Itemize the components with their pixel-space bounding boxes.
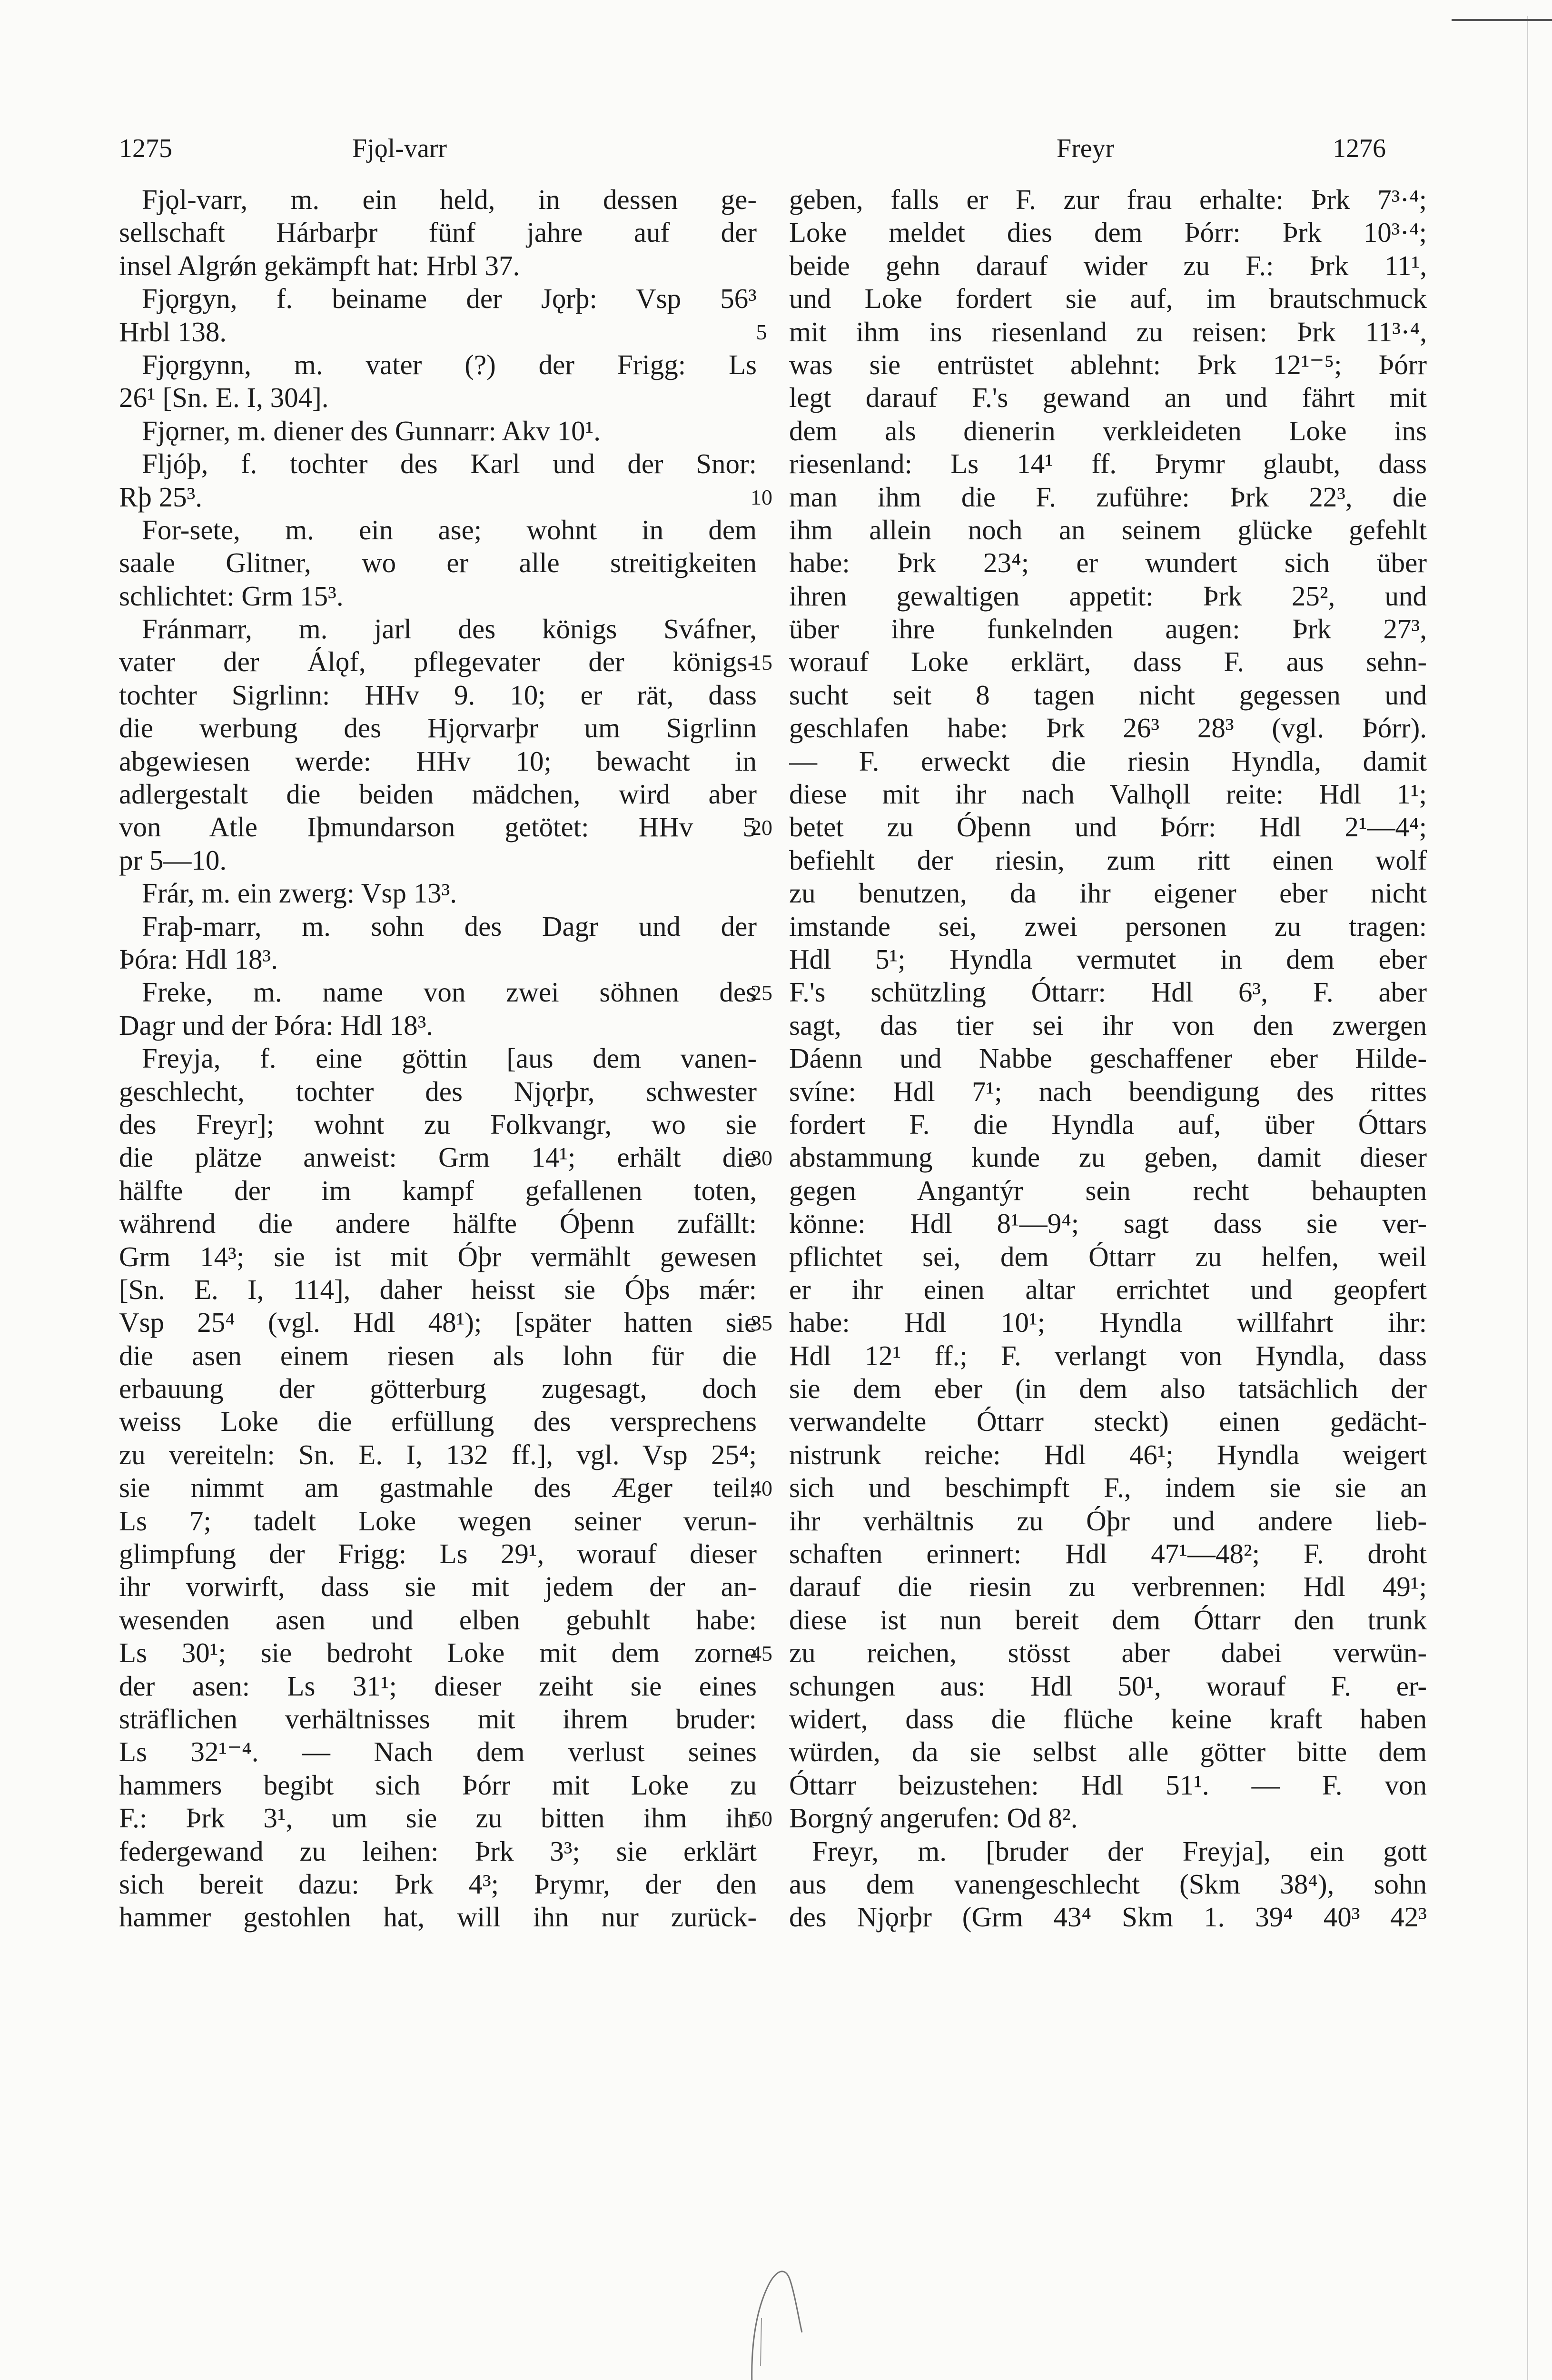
- text-line: sellschaft Hárbarþr fünf jahre auf der: [119, 217, 757, 248]
- text-line: und Loke fordert sie auf, im brautschmuck: [789, 283, 1427, 315]
- text-line: Loke meldet dies dem Þórr: Þrk 10³·⁴;: [789, 217, 1427, 248]
- text-line: man ihm die F. zuführe: Þrk 22³, die: [789, 481, 1427, 513]
- line-number: 35: [751, 1310, 772, 1335]
- text-line: tochter Sigrlinn: HHv 9. 10; er rät, dass: [119, 679, 757, 711]
- text-line: Rþ 25³.: [119, 481, 203, 513]
- text-line: diese mit ihr nach Valhǫll reite: Hdl 1¹;: [789, 778, 1427, 810]
- text-line: Freyr, m. [bruder der Freyja], ein gott: [812, 1835, 1427, 1867]
- text-line: mit ihm ins riesenland zu reisen: Þrk 11³·⁴,: [789, 316, 1427, 347]
- text-line: glimpfung der Frigg: Ls 29¹, worauf dieser: [119, 1538, 757, 1570]
- text-line: sich und beschimpft F., indem sie sie an: [789, 1472, 1427, 1504]
- text-line: betet zu Óþenn und Þórr: Hdl 2¹—4⁴;: [789, 811, 1427, 843]
- text-line: Frár, m. ein zwerg: Vsp 13³.: [142, 877, 457, 909]
- text-line: zu reichen, stösst aber dabei verwün-: [789, 1637, 1427, 1669]
- text-line: insel Algrǿn gekämpft hat: Hrbl 37.: [119, 249, 520, 281]
- text-line: Fraþ-marr, m. sohn des Dagr und der: [142, 910, 757, 942]
- text-line: hammers begibt sich Þórr mit Loke zu: [119, 1769, 757, 1801]
- pencil-mark: [742, 2247, 814, 2380]
- text-line: saale Glitner, wo er alle streitigkeiten: [119, 547, 757, 579]
- text-line: riesenland: Ls 14¹ ff. Þrymr glaubt, dass: [789, 448, 1427, 480]
- text-line: Óttarr beizustehen: Hdl 51¹. — F. von: [789, 1769, 1427, 1801]
- text-line: imstande sei, zwei personen zu tragen:: [789, 910, 1427, 942]
- text-line: Freke, m. name von zwei söhnen des: [142, 976, 757, 1008]
- text-line: wesenden asen und elben gebuhlt habe:: [119, 1604, 757, 1636]
- text-line: fordert F. die Hyndla auf, über Óttars: [789, 1108, 1427, 1140]
- text-line: von Atle Iþmundarson getötet: HHv 5: [119, 811, 757, 843]
- text-line: gegen Angantýr sein recht behaupten: [789, 1174, 1427, 1206]
- line-number: 10: [751, 485, 772, 509]
- text-line: weiss Loke die erfüllung des versprechens: [119, 1406, 757, 1438]
- text-line: diese ist nun bereit dem Óttarr den trunk: [789, 1604, 1427, 1636]
- text-line: habe: Þrk 23⁴; er wundert sich über: [789, 547, 1427, 579]
- running-head-right: Freyr: [1057, 134, 1115, 163]
- text-line: schlichtet: Grm 15³.: [119, 580, 344, 612]
- text-line: geschlecht, tochter des Njǫrþr, schwester: [119, 1075, 757, 1107]
- text-line: ihr vorwirft, dass sie mit jedem der an-: [119, 1571, 757, 1603]
- text-line: Hrbl 138.: [119, 316, 227, 347]
- line-number: 20: [751, 815, 772, 840]
- text-line: Fjǫl-varr, m. ein held, in dessen ge-: [142, 184, 757, 215]
- text-line: 26¹ [Sn. E. I, 304].: [119, 382, 329, 414]
- scan-edge-line: [1527, 16, 1528, 2380]
- text-line: sie dem eber (in dem also tatsächlich der: [789, 1373, 1427, 1405]
- text-line: Fjǫrner, m. diener des Gunnarr: Akv 10¹.: [142, 415, 601, 446]
- text-line: Borgný angerufen: Od 8².: [789, 1802, 1078, 1834]
- text-line: aus dem vanengeschlecht (Skm 38⁴), sohn: [789, 1868, 1427, 1900]
- text-line: federgewand zu leihen: Þrk 3³; sie erklärt: [119, 1835, 757, 1867]
- text-line: Ls 30¹; sie bedroht Loke mit dem zorne: [119, 1637, 757, 1669]
- text-line: zu vereiteln: Sn. E. I, 132 ff.], vgl. Vsp 25⁴;: [119, 1438, 757, 1470]
- line-number: 25: [751, 980, 772, 1005]
- text-line: was sie entrüstet ablehnt: Þrk 12¹⁻⁵; Þórr: [789, 348, 1427, 380]
- text-line: ihr verhältnis zu Óþr und andere lieb-: [789, 1505, 1427, 1537]
- text-line: Ls 32¹⁻⁴. — Nach dem verlust seines: [119, 1736, 757, 1768]
- text-line: schungen aus: Hdl 50¹, worauf F. er-: [789, 1670, 1427, 1702]
- text-line: Fljóþ, f. tochter des Karl und der Snor:: [142, 448, 757, 480]
- text-line: abstammung kunde zu geben, damit dieser: [789, 1141, 1427, 1173]
- text-line: des Freyr]; wohnt zu Folkvangr, wo sie: [119, 1108, 757, 1140]
- text-line: — F. erweckt die riesin Hyndla, damit: [789, 745, 1427, 777]
- text-line: nistrunk reiche: Hdl 46¹; Hyndla weigert: [789, 1438, 1427, 1470]
- text-line: der asen: Ls 31¹; dieser zeiht sie eines: [119, 1670, 757, 1702]
- text-line: Dáenn und Nabbe geschaffener eber Hilde-: [789, 1042, 1427, 1074]
- text-line: über ihre funkelnden augen: Þrk 27³,: [789, 613, 1427, 645]
- text-line: Grm 14³; sie ist mit Óþr vermählt gewesen: [119, 1240, 757, 1272]
- text-line: pr 5—10.: [119, 844, 227, 876]
- line-number: 40: [751, 1476, 772, 1500]
- text-line: [Sn. E. I, 114], daher heisst sie Óþs mǽr:: [119, 1273, 757, 1305]
- text-line: Freyja, f. eine göttin [aus dem vanen-: [142, 1042, 757, 1074]
- right-column: [789, 183, 1427, 1934]
- page-number-right: 1276: [1333, 134, 1386, 163]
- text-line: vater der Álǫf, pflegevater der königs-: [119, 646, 757, 678]
- line-number: 45: [751, 1641, 772, 1666]
- text-line: geben, falls er F. zur frau erhalte: Þrk 7³·⁴;: [789, 184, 1427, 215]
- text-line: adlergestalt die beiden mädchen, wird aber: [119, 778, 757, 810]
- scan-top-rule: [1452, 19, 1552, 21]
- text-line: schaften erinnert: Hdl 47¹—48²; F. droht: [789, 1538, 1427, 1570]
- text-line: F.: Þrk 3¹, um sie zu bitten ihm ihr: [119, 1802, 757, 1834]
- text-line: Hdl 12¹ ff.; F. verlangt von Hyndla, dass: [789, 1339, 1427, 1371]
- text-line: des Njǫrþr (Grm 43⁴ Skm 1. 39⁴ 40³ 42³: [789, 1901, 1427, 1933]
- text-line: pflichtet sei, dem Óttarr zu helfen, weil: [789, 1240, 1427, 1272]
- text-line: Ls 7; tadelt Loke wegen seiner verun-: [119, 1505, 757, 1537]
- text-line: die werbung des Hjǫrvarþr um Sigrlinn: [119, 712, 757, 744]
- text-line: F.'s schützling Óttarr: Hdl 6³, F. aber: [789, 976, 1427, 1008]
- text-line: erbauung der götterburg zugesagt, doch: [119, 1373, 757, 1405]
- text-line: sucht seit 8 tagen nicht gegessen und: [789, 679, 1427, 711]
- text-line: sie nimmt am gastmahle des Æger teil:: [119, 1472, 757, 1504]
- text-line: ihren gewaltigen appetit: Þrk 25², und: [789, 580, 1427, 612]
- text-line: würden, da sie selbst alle götter bitte dem: [789, 1736, 1427, 1768]
- text-line: For-sete, m. ein ase; wohnt in dem: [142, 514, 757, 545]
- text-line: sagt, das tier sei ihr von den zwergen: [789, 1009, 1427, 1041]
- text-line: zu benutzen, da ihr eigener eber nicht: [789, 877, 1427, 909]
- text-line: sich bereit dazu: Þrk 4³; Þrymr, der den: [119, 1868, 757, 1900]
- text-line: abgewiesen werde: HHv 10; bewacht in: [119, 745, 757, 777]
- text-line: Hdl 5¹; Hyndla vermutet in dem eber: [789, 943, 1427, 975]
- text-line: widert, dass die flüche keine kraft haben: [789, 1703, 1427, 1735]
- left-column: [119, 183, 757, 1934]
- text-line: die asen einem riesen als lohn für die: [119, 1339, 757, 1371]
- text-line: Fjǫrgynn, m. vater (?) der Frigg: Ls: [142, 348, 757, 380]
- text-line: legt darauf F.'s gewand an und fährt mit: [789, 382, 1427, 414]
- text-line: darauf die riesin zu verbrennen: Hdl 49¹;: [789, 1571, 1427, 1603]
- text-line: dem als dienerin verkleideten Loke ins: [789, 415, 1427, 446]
- text-line: Fjǫrgyn, f. beiname der Jǫrþ: Vsp 56³: [142, 283, 757, 315]
- line-number: 30: [751, 1145, 772, 1170]
- text-line: Vsp 25⁴ (vgl. Hdl 48¹); [später hatten sie: [119, 1307, 757, 1339]
- text-line: Fránmarr, m. jarl des königs Sváfner,: [142, 613, 757, 645]
- text-line: verwandelte Óttarr steckt) einen gedächt-: [789, 1406, 1427, 1438]
- text-line: Dagr und der Þóra: Hdl 18³.: [119, 1009, 434, 1041]
- text-line: svíne: Hdl 7¹; nach beendigung des rittes: [789, 1075, 1427, 1107]
- text-line: ihm allein noch an seinem glücke gefehlt: [789, 514, 1427, 545]
- text-line: geschlafen habe: Þrk 26³ 28³ (vgl. Þórr).: [789, 712, 1427, 744]
- text-line: sträflichen verhältnisses mit ihrem bruder:: [119, 1703, 757, 1735]
- line-number: 50: [751, 1806, 772, 1831]
- text-line: beide gehn darauf wider zu F.: Þrk 11¹,: [789, 249, 1427, 281]
- text-line: befiehlt der riesin, zum ritt einen wolf: [789, 844, 1427, 876]
- text-line: könne: Hdl 8¹—9⁴; sagt dass sie ver-: [789, 1208, 1427, 1240]
- text-line: die plätze anweist: Grm 14¹; erhält die: [119, 1141, 757, 1173]
- text-line: hälfte der im kampf gefallenen toten,: [119, 1174, 757, 1206]
- text-line: Þóra: Hdl 18³.: [119, 943, 278, 975]
- text-line: hammer gestohlen hat, will ihn nur zurück-: [119, 1901, 757, 1933]
- text-line: worauf Loke erklärt, dass F. aus sehn-: [789, 646, 1427, 678]
- line-number: 5: [756, 319, 767, 344]
- page-number-left: 1275: [119, 134, 172, 163]
- text-line: er ihr einen altar errichtet und geopfert: [789, 1273, 1427, 1305]
- running-head-left: Fjǫl-varr: [352, 134, 447, 163]
- text-line: habe: Hdl 10¹; Hyndla willfahrt ihr:: [789, 1307, 1427, 1339]
- line-number: 15: [751, 650, 772, 674]
- text-line: während die andere hälfte Óþenn zufällt:: [119, 1208, 757, 1240]
